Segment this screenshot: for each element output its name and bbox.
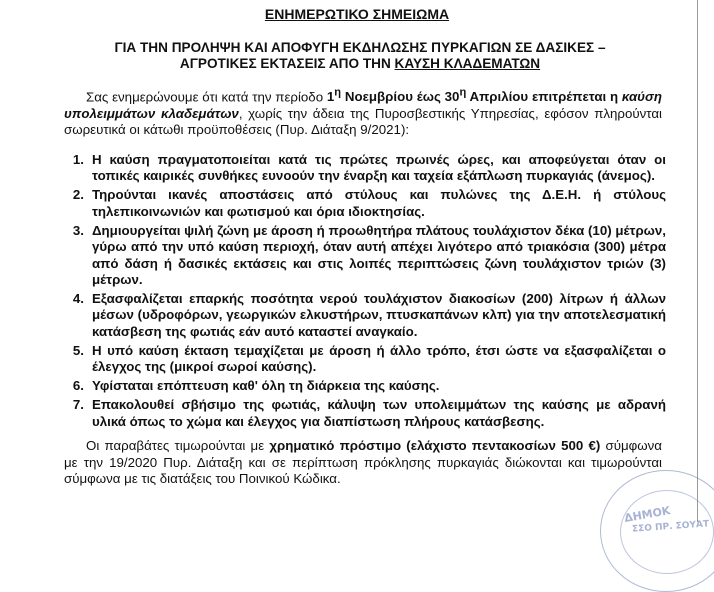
list-item-number: 6. xyxy=(72,378,84,394)
list-item-text: Επακολουθεί σβήσιμο της φωτιάς, κάλυψη των υπολειμμάτων της καύσης με αδρανή υλικά όπως το χώμα και έλεγχος για διαπίστωση πλήρους κατάσβεσης. xyxy=(92,397,666,429)
list-item-number: 5. xyxy=(72,342,84,358)
stamp-text-inner: ΣΣΟ ΠΡ. ΣΟΥΑΤ xyxy=(631,519,710,535)
subtitle-line-2 xyxy=(60,56,660,72)
list-item xyxy=(64,223,666,289)
list-item-number: 1. xyxy=(72,152,84,167)
list-item xyxy=(64,152,666,185)
document-subtitle xyxy=(60,40,660,71)
list-item-text: Δημιουργείται ψιλή ζώνη με άροση ή προωθητήρα πλάτους τουλάχιστον δέκα (10) μέτρων, γύρω από την υπό καύση περιοχή, όταν αυτή απέχει λιγότερο από τριακόσια (300) μέτρα από δάση ή δασικές εκτάσεις και στις λοιπές περιπτώσεις ζώνη τουλάχιστον τριών (3) μέτρων. xyxy=(92,222,666,288)
penalty-text-1: Οι παραβάτες τιμωρούνται με xyxy=(86,438,270,453)
list-item-text: Τηρούνται ικανές αποστάσεις από στύλους και πυλώνες της Δ.Ε.Η. ή στύλους τηλεπικοινωνιών και φωτισμού και όρια ιδιοκτησίας. xyxy=(92,187,666,219)
penalty-paragraph xyxy=(64,438,662,488)
list-item-text: Η καύση πραγματοποιείται κατά τις πρώτες πρωινές ώρες, και αποφεύγεται όταν οι τοπικές καιρικές συνθήκες ευνοούν την έναρξη και ταχεία εξάπλωση πυρκαγιάς (άνεμος). xyxy=(92,152,666,184)
period-end-ordinal: η xyxy=(459,87,467,99)
conditions-list xyxy=(64,152,666,433)
penalty-text-2: σύμφωνα με την 19/2020 Πυρ. Διάταξη και σε περίπτωση πρόκλησης πυρκαγιάς διώκονται και τιμωρούνται σύμφωνα με τις διατάξεις του Ποινικού Κώδικα. xyxy=(64,438,662,486)
list-item xyxy=(64,397,666,430)
period-start-ordinal: η xyxy=(334,87,342,99)
subtitle-line-1: ΓΙΑ ΤΗΝ ΠΡΟΛΗΨΗ ΚΑΙ ΑΠΟΦΥΓΗ ΕΚΔΗΛΩΣΗΣ ΠΥΡΚΑΓΙΩΝ ΣΕ ΔΑΣΙΚΕΣ – xyxy=(114,40,606,55)
list-item-number: 2. xyxy=(72,187,84,203)
period-start-rest: Νοεμβρίου έως 30 xyxy=(341,89,460,105)
intro-text-2: , χωρίς την άδεια της Πυροσβεστικής Υπηρεσίας, εφόσον πληρούνται σωρευτικά οι κάτωθι προϋποθέσεις (Πυρ. Διάταξη 9/2021): xyxy=(64,105,662,138)
period-start-day: 1 xyxy=(326,89,335,105)
intro-bold-italic-phrase: καύση υπολειμμάτων κλαδεμάτων xyxy=(64,89,662,121)
stamp-text-outer: ΔΗΜΟΚ xyxy=(623,504,672,525)
list-item-text: Υφίσταται επόπτευση καθ' όλη τη διάρκεια της καύσης. xyxy=(92,378,440,394)
list-item-number: 3. xyxy=(72,222,84,238)
list-item-number: 4. xyxy=(72,291,84,307)
list-item-text: Η υπό καύση έκταση τεμαχίζεται με άροση ή άλλο τρόπο, έτσι ώστε να εξασφαλίζεται ο έλεγχος της (μικροί σωροί καύσης). xyxy=(92,342,666,375)
intro-text-1: Σας ενημερώνουμε ότι κατά την περίοδο xyxy=(86,89,327,105)
list-item xyxy=(64,378,666,394)
list-item xyxy=(64,343,666,376)
list-item-text: Εξασφαλίζεται επαρκής ποσότητα νερού τουλάχιστον διακοσίων (200) λίτρων ή άλλων μέσων (υδροφόρων, γεωργικών ελκυστήρων, πτυσκαπάνων κλπ) για την αποτελεσματική κατάσβεση της φωτιάς εάν αυτό καταστεί αναγκαίο. xyxy=(92,291,666,339)
list-item-number: 7. xyxy=(72,397,84,413)
subtitle-underlined-phrase: ΚΑΥΣΗ ΚΛΑΔΕΜΑΤΩΝ xyxy=(394,55,541,71)
intro-paragraph xyxy=(64,85,662,139)
list-item xyxy=(64,291,666,340)
penalty-fine: χρηματικό πρόστιμο (ελάχιστο πεντακοσίων 500 €) xyxy=(269,438,601,453)
period-end-rest: Απριλίου επιτρέπεται η xyxy=(466,89,622,105)
scan-edge-line xyxy=(697,0,698,522)
list-item xyxy=(64,187,666,220)
document-title: ΕΝΗΜΕΡΩΤΙΚΟ ΣΗΜΕΙΩΜΑ xyxy=(264,6,450,22)
subtitle-line-2-prefix: ΑΓΡΟΤΙΚΕΣ ΕΚΤΑΣΕΙΣ ΑΠΟ ΤΗΝ xyxy=(179,55,395,71)
